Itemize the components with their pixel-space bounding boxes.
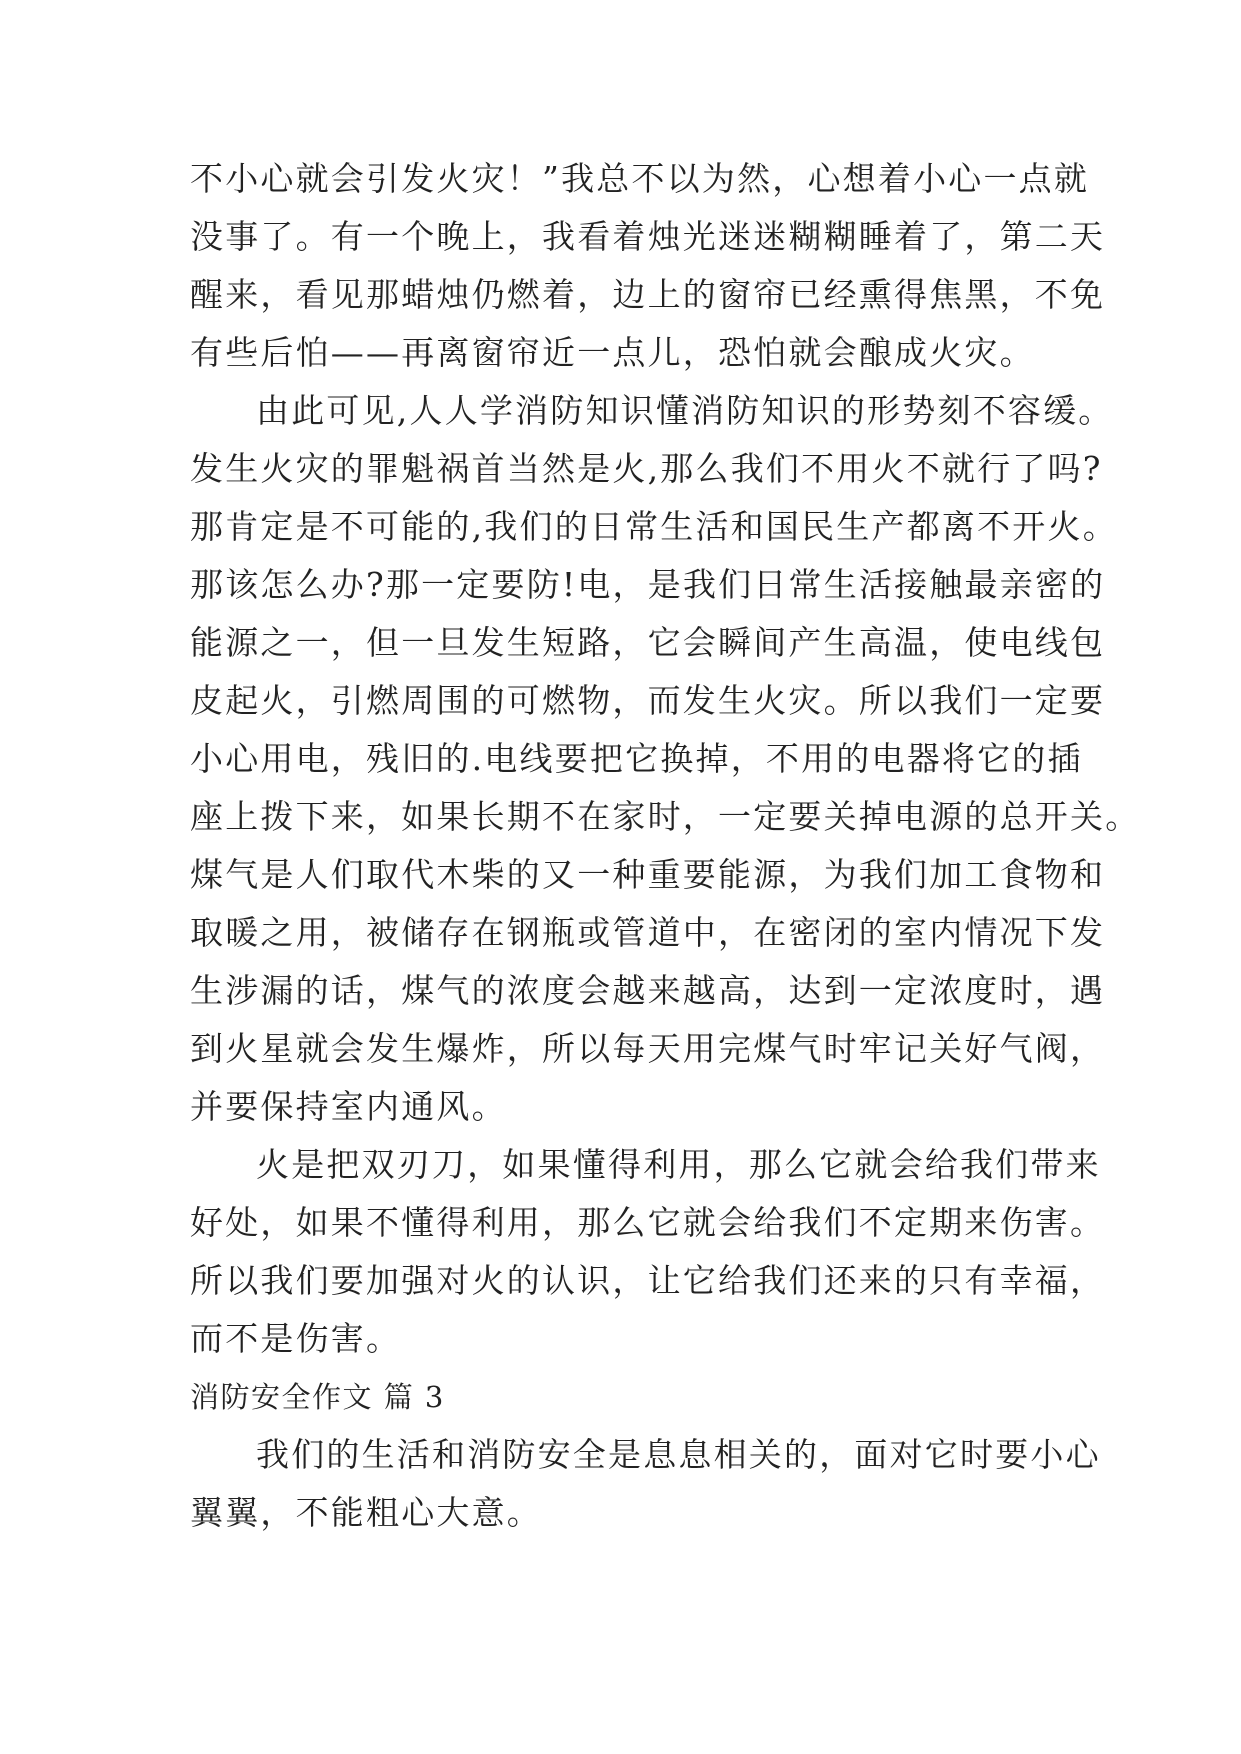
- text-line: 翼翼，不能粗心大意。: [190, 1493, 542, 1532]
- paragraph-4: [190, 1426, 1101, 1542]
- text-line: 有些后怕——再离窗帘近一点儿，恐怕就会酿成火灾。: [190, 333, 1035, 372]
- text-line: 那该怎么办?那一定要防!电，是我们日常生活接触最亲密的: [190, 565, 1106, 604]
- text-line: 我们的生活和消防安全是息息相关的，面对它时要小心: [256, 1435, 1101, 1474]
- text-line: 发生火灾的罪魁祸首当然是火,那么我们不用火不就行了吗?: [190, 449, 1103, 488]
- paragraph-1: [190, 150, 1106, 382]
- text-line: 到火星就会发生爆炸，所以每天用完煤气时牢记关好气阀，: [190, 1029, 1106, 1068]
- text-line: 而不是伤害。: [190, 1319, 402, 1358]
- text-line: 小心用电，残旧的.电线要把它换掉，不用的电器将它的插: [190, 739, 1083, 778]
- text-line: 能源之一，但一旦发生短路，它会瞬间产生高温，使电线包: [190, 623, 1106, 662]
- text-line: 皮起火，引燃周围的可燃物，而发生火灾。所以我们一定要: [190, 681, 1106, 720]
- text-line: 不小心就会引发火灾！”我总不以为然，心想着小心一点就: [190, 159, 1090, 198]
- text-line: 没事了。有一个晚上，我看着烛光迷迷糊糊睡着了，第二天: [190, 217, 1106, 256]
- text-line: 由此可见,人人学消防知识懂消防知识的形势刻不容缓。: [256, 391, 1114, 430]
- text-line: 火是把双刃刀，如果懂得利用，那么它就会给我们带来: [256, 1145, 1101, 1184]
- text-line: 并要保持室内通风。: [190, 1087, 507, 1126]
- paragraph-2: [190, 382, 1141, 1136]
- text-line: 醒来，看见那蜡烛仍燃着，边上的窗帘已经熏得焦黑，不免: [190, 275, 1106, 314]
- text-line: 生涉漏的话，煤气的浓度会越来越高，达到一定浓度时，遇: [190, 971, 1106, 1010]
- text-line: 取暖之用，被储存在钢瓶或管道中，在密闭的室内情况下发: [190, 913, 1106, 952]
- text-line: 那肯定是不可能的,我们的日常生活和国民生产都离不开火。: [190, 507, 1118, 546]
- section-heading: 消防安全作文 篇 3: [190, 1380, 445, 1414]
- text-line: 所以我们要加强对火的认识，让它给我们还来的只有幸福，: [190, 1261, 1106, 1300]
- text-line: 好处，如果不懂得利用，那么它就会给我们不定期来伤害。: [190, 1203, 1106, 1242]
- text-line: 煤气是人们取代木柴的又一种重要能源，为我们加工食物和: [190, 855, 1106, 894]
- paragraph-3: [190, 1136, 1106, 1368]
- essay-body: [190, 150, 1141, 1542]
- text-line: 座上拨下来，如果长期不在家时，一定要关掉电源的总开关。: [190, 797, 1141, 836]
